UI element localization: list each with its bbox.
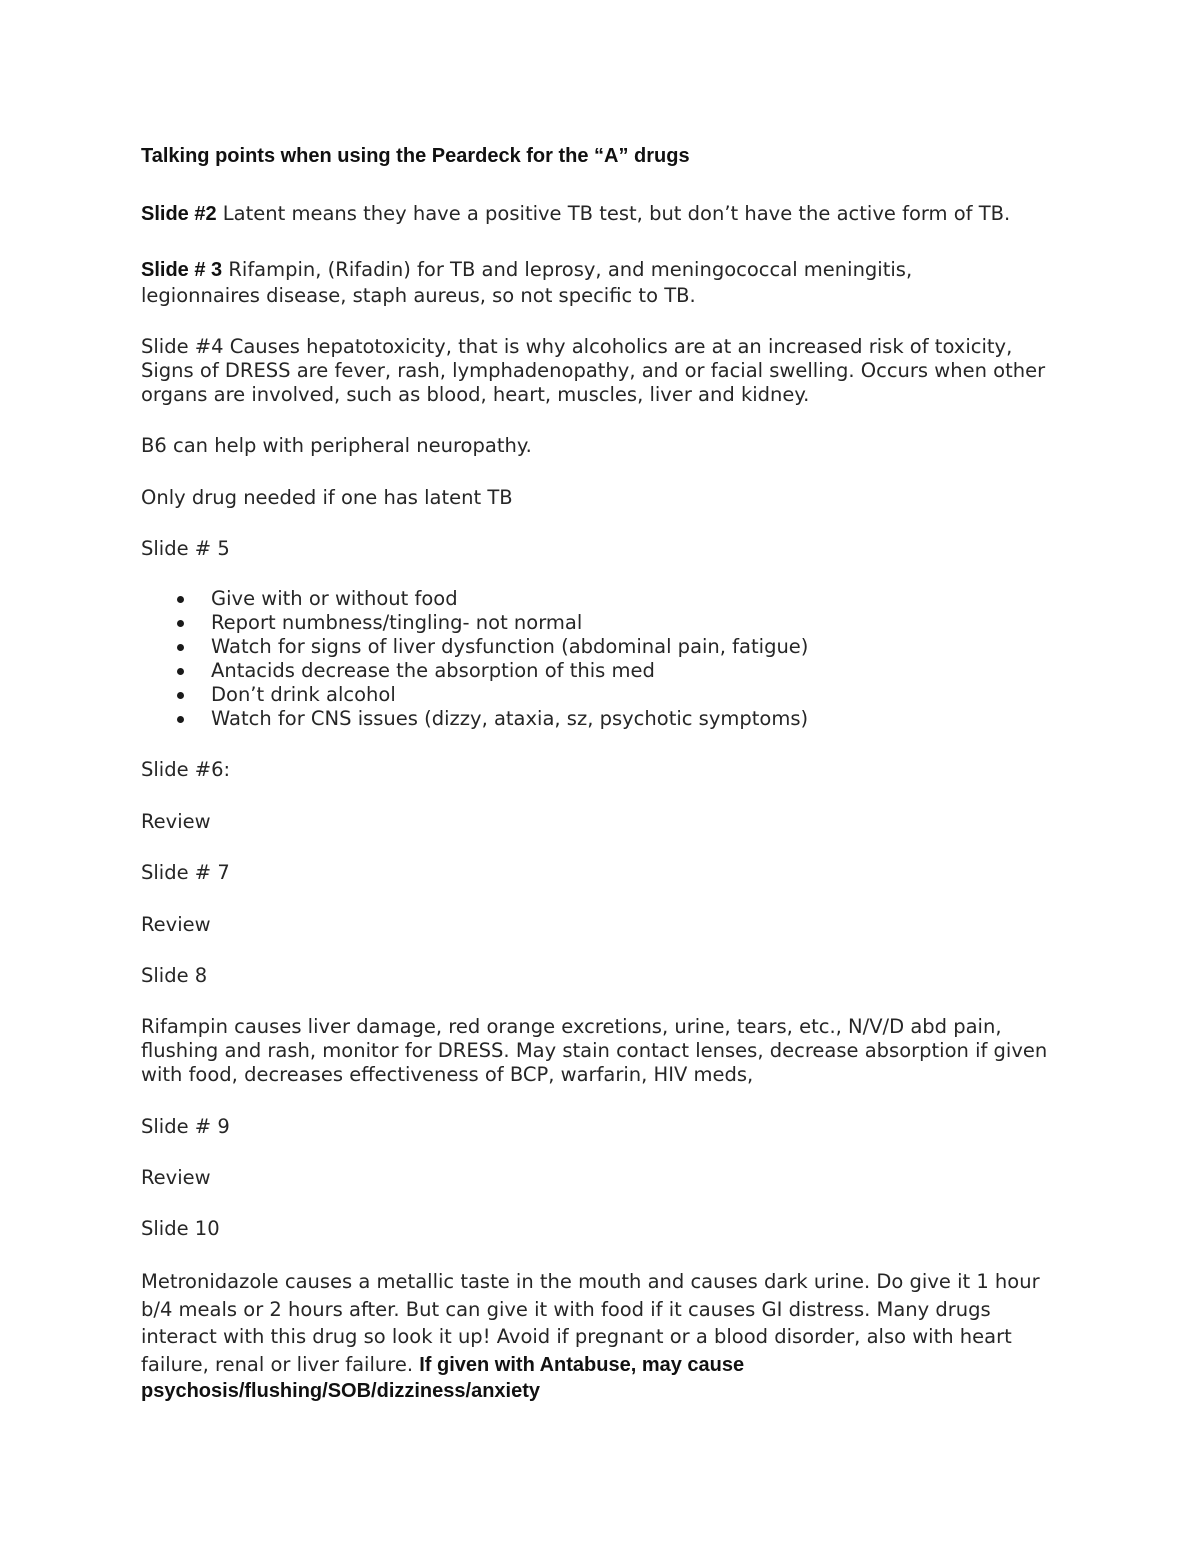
slide-10-paragraph [141,1269,1066,1406]
list-item [141,659,808,683]
slide-6-text: Review [141,810,211,833]
slide-10-text: Metronidazole causes a metallic taste in the mouth and causes dark urine. Do give it 1 hour b/4 meals or 2 hours after. But can give it with food if it causes GI distress. Many drugs interact with this drug so look it up! Avoid if pregnant or a blood disorder, also with heart failure, renal or liver failure. [141,1270,1040,1376]
document-title: Talking points when using the Peardeck for the “A” drugs [141,145,690,167]
bullet-icon [177,620,184,627]
document-page [141,0,1081,1553]
list-item-text: Report numbness/tingling- not normal [211,611,583,634]
bullet-icon [177,644,184,651]
slide-6-label: Slide #6: [141,758,231,781]
slide-3-paragraph [141,258,971,310]
slide-5-bullet-list [141,587,808,731]
list-item-text: Antacids decrease the absorption of this med [211,659,655,682]
list-item-text: Watch for signs of liver dysfunction (abdominal pain, fatigue) [211,635,809,658]
slide-10-label: Slide 10 [141,1217,220,1240]
slide-10-bold-text: If given with Antabuse, may cause psychosis/flushing/SOB/dizziness/anxiety [141,1353,745,1402]
slide-7-label: Slide # 7 [141,861,230,884]
bullet-icon [177,596,184,603]
list-item-text: Watch for CNS issues (dizzy, ataxia, sz, psychotic symptoms) [211,707,809,730]
list-item [141,683,808,707]
slide-4-paragraph: Slide #4 Causes hepatotoxicity, that is why alcoholics are at an increased risk of toxicity, Signs of DRESS are fever, rash, lymphadenopathy, and or facial swelling. Occurs when other organs are involved, such as blood, heart, muscles, liver and kidney. [141,335,1046,407]
list-item-text: Give with or without food [211,587,458,610]
list-item [141,611,808,635]
slide-2-paragraph [141,202,1010,228]
bullet-icon [177,668,184,675]
slide-3-text: Rifampin, (Rifadin) for TB and leprosy, and meningococcal meningitis, legionnaires disease, staph aureus, so not specific to TB. [141,258,913,308]
slide-2-label: Slide #2 [141,203,217,225]
slide-2-text: Latent means they have a positive TB test, but don’t have the active form of TB. [216,202,1011,225]
bullet-icon [177,692,184,699]
b6-note: B6 can help with peripheral neuropathy. [141,434,532,457]
bullet-icon [177,716,184,723]
slide-9-text: Review [141,1166,211,1189]
slide-8-paragraph: Rifampin causes liver damage, red orange excretions, urine, tears, etc., N/V/D abd pain, flushing and rash, monitor for DRESS. May stain contact lenses, decrease absorption if given with food, decreases effectiveness of BCP, warfarin, HIV meds, [141,1015,1048,1087]
list-item-text: Don’t drink alcohol [211,683,396,706]
slide-5-label: Slide # 5 [141,537,230,560]
slide-8-label: Slide 8 [141,964,208,987]
latent-tb-note: Only drug needed if one has latent TB [141,486,513,509]
list-item [141,587,808,611]
list-item [141,707,808,731]
slide-9-label: Slide # 9 [141,1115,230,1138]
slide-3-label: Slide # 3 [141,259,223,281]
list-item [141,635,808,659]
slide-7-text: Review [141,913,211,936]
